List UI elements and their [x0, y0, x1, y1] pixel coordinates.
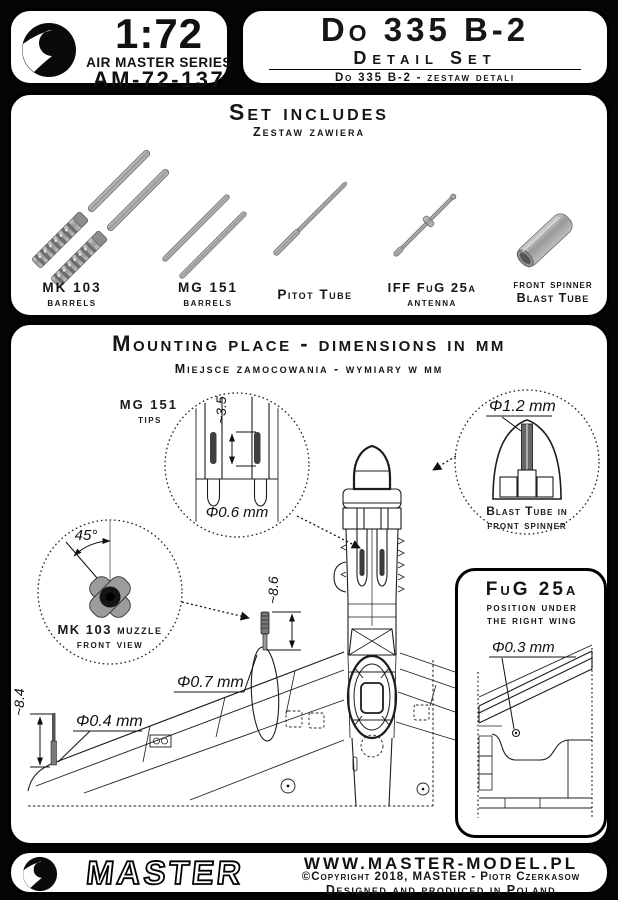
dim-03-text: Φ0.3 mm	[492, 639, 555, 656]
brand-text: MASTER	[84, 855, 246, 892]
dim-84-text: ~8.4	[11, 688, 27, 716]
mounting-title: Mounting place - dimensions in mm	[112, 331, 506, 356]
product-code: AM-72-137	[92, 67, 226, 92]
label-blast-line1: Blast Tube in	[486, 504, 568, 518]
footer-copyright: ©Copyright 2018, MASTER - Piotr Czerkasow	[301, 871, 581, 883]
dim-mk103-angle: 45°	[74, 527, 98, 544]
set-includes-title-pl: Zestaw zawiera	[253, 125, 365, 139]
dim-mg151-diameter: Φ0.6 mm	[205, 504, 269, 521]
leader-mk103-arrow	[182, 602, 249, 618]
dim-07-text: Φ0.7 mm	[177, 674, 244, 691]
title-divider	[269, 69, 581, 70]
leader-mg151-arrow	[297, 516, 360, 548]
page-title: Do 335 B-2	[320, 11, 530, 48]
master-logotype	[61, 855, 276, 893]
dim-pitot	[11, 688, 143, 767]
label-mg151-line2: tips	[138, 414, 162, 426]
label-mk103-line1: MK 103 muzzle	[57, 622, 163, 637]
master-logo-footer-icon	[21, 855, 59, 893]
mk103-barrels-drawing	[31, 149, 170, 288]
part-label-iff: IFF FuG 25a antenna	[387, 280, 477, 309]
dim-86-text: ~8.6	[265, 576, 281, 604]
mounting-title-pl: Miejsce zamocowania - wymiary w mm	[174, 362, 444, 376]
part-label-mk103: MK 103 barrels	[42, 280, 102, 309]
page-subtitle-pl: Do 335 B-2 - zestaw detali	[335, 72, 515, 84]
mg151-barrels-drawing	[162, 194, 248, 280]
label-mg151-line1: MG 151	[119, 397, 178, 412]
series-label: AIR MASTER SERIES	[86, 55, 232, 70]
master-logo-icon	[19, 20, 79, 80]
pitot-tube-drawing	[273, 180, 349, 256]
leader-blast-arrow	[433, 456, 456, 470]
iff-antenna-drawing	[390, 191, 459, 260]
label-mk103-line2: front view	[76, 637, 144, 651]
part-label-blast-tube: front spinner Blast Tube	[513, 279, 593, 305]
blast-tube-drawing	[514, 210, 576, 270]
callout-mk103-muzzle	[38, 520, 249, 664]
fug25a-title: FuG 25a	[485, 579, 579, 600]
dim-blast-diameter: Φ1.2 mm	[489, 398, 556, 415]
dim-04-text: Φ0.4 mm	[76, 713, 143, 730]
dim-muzzle-protrusion	[174, 576, 301, 692]
fug25a-sub2: the right wing	[486, 615, 578, 627]
fug25a-sub1: position under	[486, 602, 578, 614]
page-subtitle: Detail Set	[353, 48, 497, 68]
header-title-box	[240, 8, 610, 86]
footer-website: WWW.MASTER-MODEL.PL	[303, 854, 579, 873]
callout-mg151-tips	[120, 393, 360, 548]
set-includes-title: Set includes	[229, 99, 389, 125]
callout-blast-tube	[433, 390, 599, 534]
label-blast-line2: front spinner	[487, 518, 567, 532]
header-brand-box	[8, 8, 232, 92]
part-label-pitot: Pitot Tube	[277, 287, 353, 302]
part-label-mg151: MG 151 barrels	[177, 280, 239, 309]
fug25a-diagram	[458, 632, 604, 832]
footer-origin: Designed and produced in Poland	[325, 883, 557, 897]
scale-label: 1:72	[114, 10, 204, 57]
footer-box	[8, 850, 610, 895]
dim-mg151-length: ~3.5	[213, 396, 229, 424]
